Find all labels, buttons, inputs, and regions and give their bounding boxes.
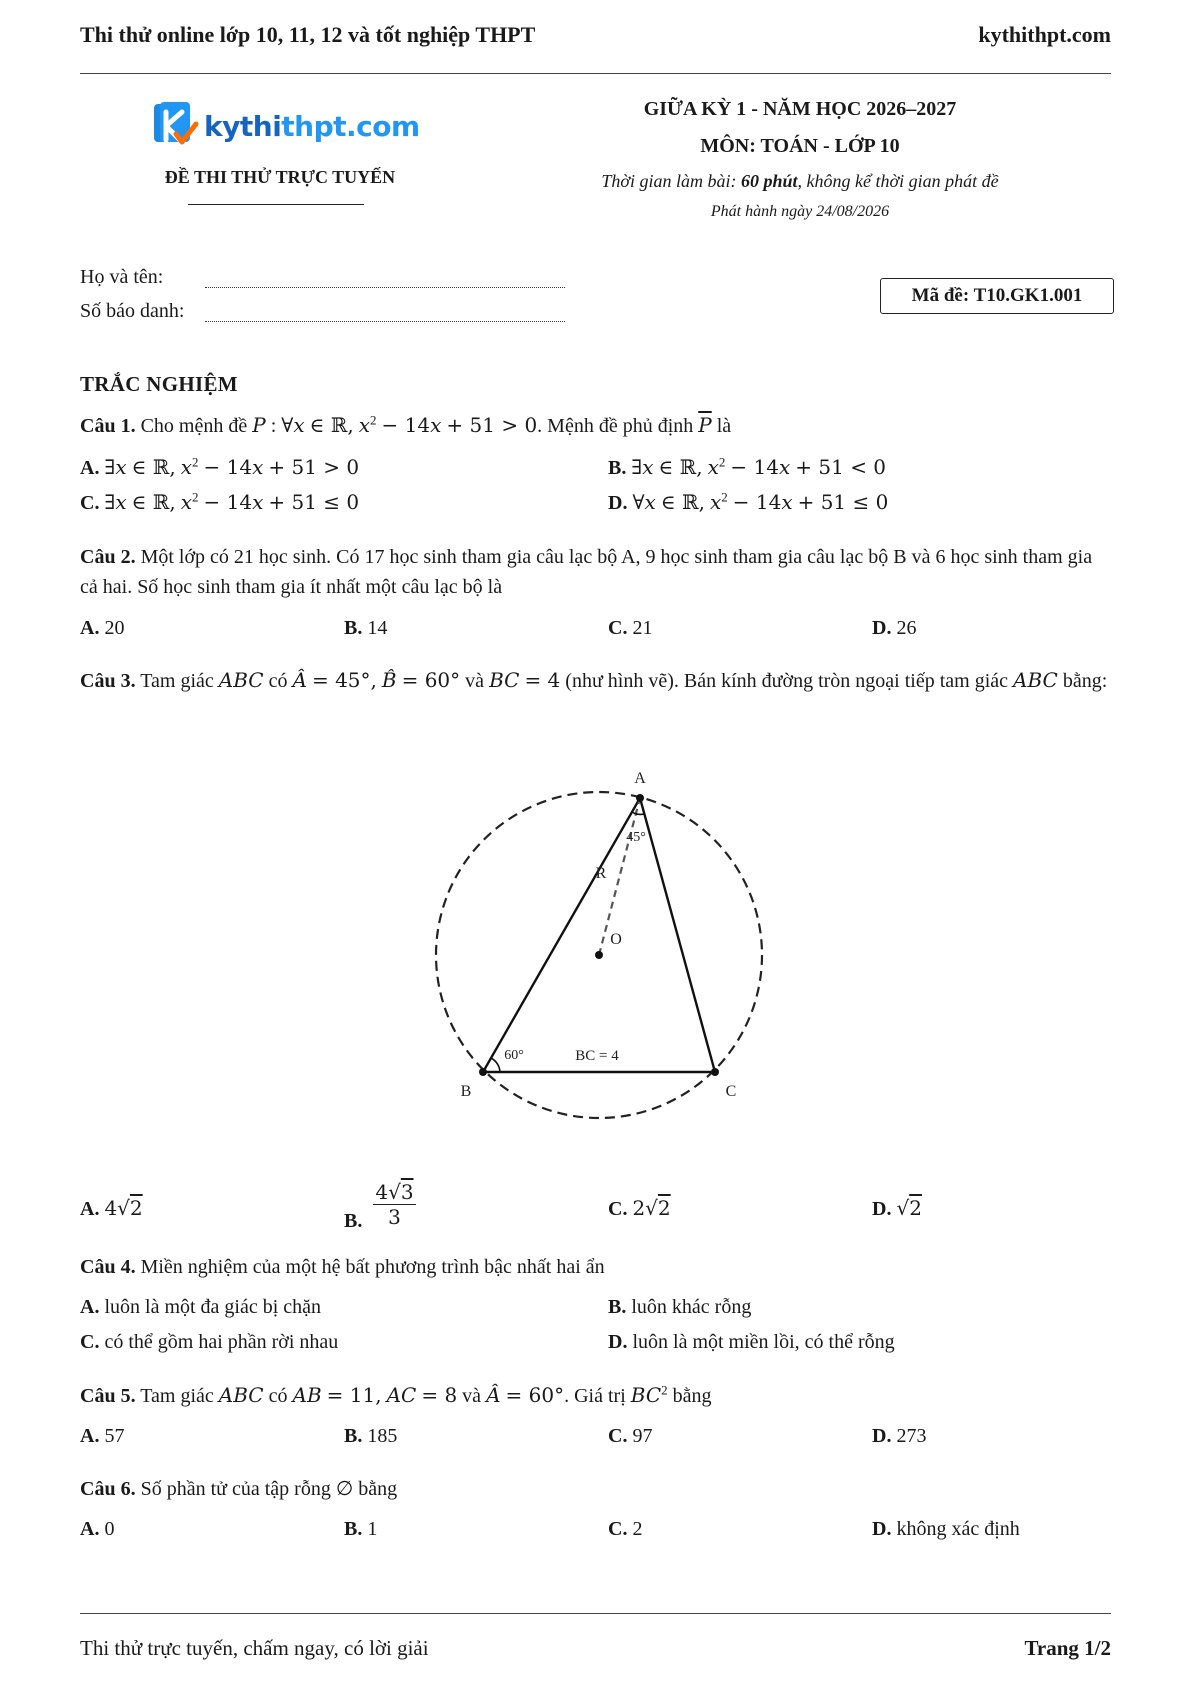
question-2-option-b[interactable]: B. 14 <box>344 617 388 639</box>
question-2-option-c[interactable]: C. 21 <box>608 617 653 639</box>
question-6-option-a[interactable]: A. 0 <box>80 1518 115 1540</box>
question-4-option-c[interactable]: C. có thể gồm hai phần rời nhau <box>80 1331 339 1353</box>
question-6-option-c[interactable]: C. 2 <box>608 1518 643 1540</box>
page-header-site: kythithpt.com <box>978 22 1111 47</box>
page-number: Trang 1/2 <box>1024 1636 1111 1660</box>
question-1-option-b[interactable]: B. ∃x ∈ ℝ, $x^2 - 14x + 51 < 0$ <box>608 454 887 479</box>
question-1-text-2: . Mệnh đề phủ định <box>537 415 694 437</box>
question-4 <box>80 1252 1114 1282</box>
angle-a-arc <box>632 812 644 814</box>
question-3-text-3: và <box>465 670 485 692</box>
question-3-text-4: (như hình vẽ). Bán kính đường tròn ngoại tiếp tam giác <box>565 670 1009 692</box>
vertex-b-label: B <box>460 1083 472 1100</box>
question-3-text-5: bằng: <box>1062 670 1108 692</box>
name-field[interactable] <box>205 287 565 288</box>
exam-subject: MÔN: TOÁN - LỚP 10 <box>700 135 900 157</box>
question-1-option-a[interactable]: A. ∃x ∈ ℝ, $x^2 - 14x + 51 > 0$ <box>80 454 360 479</box>
side-bc-label: BC = 4 <box>575 1048 619 1064</box>
question-3-option-d[interactable]: D. √2 <box>872 1196 922 1220</box>
question-4-option-d[interactable]: D. luôn là một miền lồi, có thể rỗng <box>608 1331 895 1353</box>
question-3: Câu 3. Tam giác ABC có Â = 45°, B̂ = 60° và BC = 4 (như hình vẽ). Bán kính đường tròn ngoại tiếp tam giác ABC bằng: <box>80 668 1108 692</box>
angle-a-label: 45° <box>626 830 646 845</box>
vertex-b-dot <box>479 1068 487 1076</box>
question-1-label: Câu 1. <box>80 415 136 437</box>
angle-b-arc <box>491 1058 500 1072</box>
vertex-c-dot <box>711 1068 719 1076</box>
footer-divider <box>80 1613 1111 1614</box>
question-5-text-1: Tam giác <box>140 1385 214 1407</box>
question-2-text: Một lớp có 21 học sinh. Có 17 học sinh tham gia câu lạc bộ A, 9 học sinh tham gia câu lạc bộ B và 6 học sinh tham gia cả hai. Số học sinh tham gia ít nhất một câu lạc bộ là <box>80 546 1093 598</box>
question-1-text-3: là <box>716 415 732 437</box>
question-6-label: Câu 6. <box>80 1478 136 1500</box>
exam-time <box>560 171 1040 192</box>
angle-b-label: 60° <box>504 1048 524 1063</box>
exam-type-label: ĐỀ THI THỬ TRỰC TUYẾN <box>164 167 396 187</box>
question-5-option-b[interactable]: B. 185 <box>344 1425 398 1447</box>
question-6-option-b[interactable]: B. 1 <box>344 1518 378 1540</box>
radius-label: R <box>595 865 607 882</box>
logo-text-part1: kythi <box>204 110 282 143</box>
exam-date: Phát hành ngày 24/08/2026 <box>710 203 890 220</box>
question-5-text-2: có <box>268 1385 288 1407</box>
question-4-label: Câu 4. <box>80 1256 136 1278</box>
vertex-c-label: C <box>725 1083 737 1100</box>
question-2-label: Câu 2. <box>80 546 136 568</box>
question-4-option-b[interactable]: B. luôn khác rỗng <box>608 1296 752 1318</box>
question-5-text-5: bằng <box>672 1385 712 1407</box>
question-3-text-2: có <box>268 670 288 692</box>
question-5-text-4: . Giá trị <box>564 1385 626 1407</box>
name-label: Họ và tên: <box>80 266 164 288</box>
center-o-label: O <box>610 931 622 948</box>
logo-icon <box>152 100 202 156</box>
triangle-circle-figure <box>420 760 780 1120</box>
triangle-abc <box>483 798 715 1072</box>
exam-time-value: 60 phút <box>741 171 798 191</box>
footer-slogan: Thi thử trực tuyến, chấm ngay, có lời giải <box>80 1636 429 1660</box>
question-4-option-a[interactable]: A. luôn là một đa giác bị chặn <box>80 1296 322 1318</box>
question-3-label: Câu 3. <box>80 670 136 692</box>
exam-title: GIỮA KỲ 1 - NĂM HỌC 2026–2027 <box>643 98 957 120</box>
question-1-option-d[interactable]: D. ∀x ∈ ℝ, $x^2 - 14x + 51 \le 0$ <box>608 489 889 514</box>
question-3-text-1: Tam giác <box>140 670 214 692</box>
question-6-option-d[interactable]: D. không xác định <box>872 1518 1020 1540</box>
question-3-option-c[interactable]: C. 2√2 <box>608 1196 671 1220</box>
vertex-a-label: A <box>634 770 646 787</box>
center-o-dot <box>595 951 603 959</box>
site-logo <box>152 100 420 156</box>
exam-code-badge: Mã đề: T10.GK1.001 <box>880 278 1114 314</box>
question-5-label: Câu 5. <box>80 1385 136 1407</box>
question-5-text-3: và <box>462 1385 482 1407</box>
question-1-text: Cho mệnh đề <box>140 415 248 437</box>
logo-text-part2: thpt.com <box>281 110 420 143</box>
student-id-field[interactable] <box>205 321 565 322</box>
question-6-text-2: bằng <box>358 1478 398 1500</box>
question-5-option-a[interactable]: A. 57 <box>80 1425 125 1447</box>
question-5-option-c[interactable]: C. 97 <box>608 1425 653 1447</box>
exam-type-underline <box>188 204 364 205</box>
question-2-option-a[interactable]: A. 20 <box>80 617 125 639</box>
question-5-option-d[interactable]: D. 273 <box>872 1425 927 1447</box>
exam-time-prefix: Thời gian làm bài: <box>601 171 741 191</box>
question-1: Câu 1. Cho mệnh đề P : ∀x ∈ ℝ, $x^2 - 14x + 51 > 0$. Mệnh đề phủ định $\overline{P}$ là <box>80 412 732 437</box>
question-6-text-1: Số phần tử của tập rỗng <box>140 1478 331 1500</box>
question-3-option-a[interactable]: A. 4√2 <box>80 1196 143 1220</box>
question-3-option-b[interactable]: B. $\frac{4√3}{3}$ <box>344 1180 414 1233</box>
page-header-title: Thi thử online lớp 10, 11, 12 và tốt nghiệp THPT <box>80 22 536 47</box>
question-4-text: Miền nghiệm của một hệ bất phương trình bậc nhất hai ẩn <box>140 1256 605 1278</box>
vertex-a-dot <box>636 794 644 802</box>
student-id-label: Số báo danh: <box>80 300 185 322</box>
question-6: Câu 6. Số phần tử của tập rỗng ∅ bằng <box>80 1476 398 1500</box>
question-2-option-d[interactable]: D. 26 <box>872 617 917 639</box>
question-5: Câu 5. Tam giác ABC có AB = 11, AC = 8 và Â = 60°. Giá trị $BC^2$ bằng <box>80 1382 712 1407</box>
exam-time-suffix: , không kể thời gian phát đề <box>797 171 999 191</box>
question-1-option-c[interactable]: C. ∃x ∈ ℝ, $x^2 - 14x + 51 \le 0$ <box>80 489 360 514</box>
section-title: TRẮC NGHIỆM <box>80 372 238 396</box>
header-divider <box>80 73 1111 74</box>
question-2 <box>80 542 1114 602</box>
